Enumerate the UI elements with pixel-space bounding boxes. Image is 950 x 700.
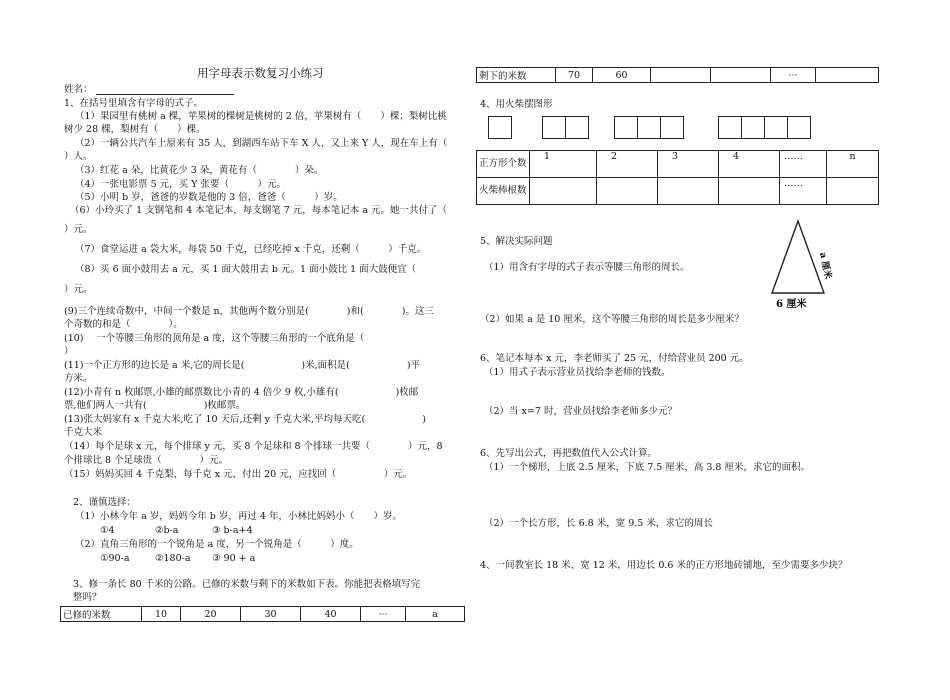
table-cell: 火柴棒根数 xyxy=(477,178,530,205)
matchstick-square xyxy=(718,116,742,139)
choice-2-option-a[interactable]: ①90-a xyxy=(100,553,130,564)
q12-line1: (12)小青有 n 枚邮票,小雄的邮票数比小青的 4 倍少 9 枚,小雄有( )枚邮 xyxy=(64,387,419,398)
problem-5-1: （1）用含有字母的式子表示等腰三角形的周长。 xyxy=(484,262,690,273)
table-cell[interactable]: a xyxy=(406,607,465,622)
table-cell[interactable]: 30 xyxy=(241,607,301,622)
table-cell[interactable]: 10 xyxy=(142,607,181,622)
matchstick-square xyxy=(565,116,589,139)
triangle-side-label: a 厘米 xyxy=(817,251,833,281)
matchstick-square xyxy=(741,116,765,139)
problem-5-2: （2）如果 a 是 10 厘米，这个等腰三角形的周长是多少厘米？ xyxy=(480,314,744,325)
matchstick-square xyxy=(660,116,684,139)
problem-6-2: （2）当 x=7 时，营业员找给李老师多少元？ xyxy=(484,406,677,417)
section-7-heading: 6、先写出公式，再把数值代入公式计算。 xyxy=(480,448,658,459)
q14-line2: 个排球比 8 个足球贵（ ）元。 xyxy=(64,455,229,466)
section-3-line1: 3、修一条长 80 千米的公路。已修的米数与剩下的米数如下表。你能把表格填写完 xyxy=(73,579,421,590)
table-cell[interactable] xyxy=(530,178,597,205)
q9-line2: 个奇数的和是（ ）。 xyxy=(64,319,183,330)
q11-line2: 方米。 xyxy=(64,373,93,384)
q1-line1: （1）果园里有桃树 a 棵，苹果树的棵树是桃树的 2 倍，苹果树有（ ）棵；梨树比桃 xyxy=(75,111,447,122)
choice-1-option-b[interactable]: ②b-a xyxy=(155,525,179,536)
q7: （7）食堂运进 a 袋大米，每袋 50 千克，已经吃掉 x 千克，还剩（ ）千克。 xyxy=(75,244,427,255)
table-cell[interactable]: 20 xyxy=(181,607,241,622)
q12-line2: 票,他们两人一共有( )枚邮票。 xyxy=(64,400,246,411)
table-row xyxy=(477,178,879,205)
q14-line1: （14）每个足球 x 元，每个排球 y 元，买 8 个足球和 8 个排球一共要（ ）元，8 xyxy=(64,441,443,452)
matchstick-square xyxy=(787,116,811,139)
table-cell: 3 xyxy=(658,151,719,178)
q3: （3）红花 a 朵，比黄花少 3 朵，黄花有（ ）朵。 xyxy=(75,165,324,176)
choice-1-option-c[interactable]: ③ b-a+4 xyxy=(212,525,253,536)
q8-line1: （8）买 6 面小鼓用去 a 元，买 1 面大鼓用去 b 元。1 面小鼓比 1 面大鼓便宜（ xyxy=(75,264,417,275)
triangle-base-label: 6 厘米 xyxy=(776,299,807,310)
table-cell[interactable] xyxy=(658,178,719,205)
section-1-heading: 1、在括号里填含有字母的式子。 xyxy=(64,98,204,109)
section-4-heading: 4、用火柴摆图形 xyxy=(480,99,553,110)
q13-line2: 千克大米 xyxy=(64,427,103,438)
choice-2-option-b[interactable]: ②180-a xyxy=(155,553,191,564)
table-cell: ··· xyxy=(771,68,816,83)
q4: （4）一张电影票 5 元，买 Y 张要（ ）元。 xyxy=(75,179,286,190)
q9-line1: (9)三个连续奇数中，中间一个数是 n，其他两个数分别是( )和( )。这三 xyxy=(64,306,434,317)
table-cell[interactable] xyxy=(816,68,879,83)
name-label: 姓名： xyxy=(64,84,93,95)
choice-2-option-c[interactable]: ③ 90 + a xyxy=(212,553,256,564)
problem-7-2: （2）一个长方形，长 6.8 米，宽 9.5 米，求它的周长 xyxy=(484,518,713,529)
table-row xyxy=(477,151,879,178)
table-cell: 2 xyxy=(597,151,658,178)
table-cell[interactable] xyxy=(597,178,658,205)
table-cell[interactable] xyxy=(719,178,780,205)
choice-1-option-a[interactable]: ①4 xyxy=(100,525,115,536)
q10-line1: (10) 一个等腰三角形的顶角是 a 度，这个等腰三角形的一个底角是（ xyxy=(64,333,365,344)
triangle-shape xyxy=(772,221,824,293)
built-meters-table xyxy=(60,606,465,622)
table-cell[interactable]: 40 xyxy=(301,607,361,622)
remaining-meters-table xyxy=(476,67,879,83)
table-row xyxy=(61,607,465,622)
q6-line2: ）元。 xyxy=(64,224,93,235)
section-5-heading: 5、解决实际问题 xyxy=(480,236,553,247)
q10-line2: ） xyxy=(64,346,74,357)
q2-line1: （2）一辆公共汽车上原来有 35 人，到湖西车站下车 X 人，又上来 Y 人，现在车上有（ xyxy=(75,138,448,149)
table-cell[interactable]: 60 xyxy=(593,68,651,83)
section-3-line2: 整吗？ xyxy=(73,592,102,603)
matchstick-table xyxy=(476,150,879,205)
table-cell[interactable] xyxy=(711,68,771,83)
q1-line2: 树少 28 棵，梨树有（ ）棵。 xyxy=(64,124,206,135)
problem-7-1: （1）一个梯形，上底 2.5 厘米，下底 7.5 厘米，高 3.8 厘米，求它的面积。 xyxy=(484,462,810,473)
choice-1: （1）小林今年 a 岁，妈妈今年 b 岁，再过 4 年，小林比妈妈小（ ）岁。 xyxy=(75,511,402,522)
section-6-heading: 6、笔记本每本 x 元，李老师买了 25 元，付给营业员 200 元。 xyxy=(480,353,749,364)
q2-line2: ）人。 xyxy=(64,151,93,162)
table-cell[interactable] xyxy=(651,68,711,83)
name-blank[interactable] xyxy=(96,94,234,95)
q13-line1: (13)张大妈家有 x 千克大米,吃了 10 天后,还剩 y 千克大米,平均每天吃( ) xyxy=(64,414,426,425)
isosceles-triangle-figure xyxy=(760,215,850,310)
matchstick-square xyxy=(488,116,512,139)
table-cell: 4 xyxy=(719,151,780,178)
matchstick-square xyxy=(542,116,566,139)
q11-line1: (11)一个正方形的边长是 a 米,它的周长是( )米,面积是( )平 xyxy=(64,360,421,371)
table-row xyxy=(477,68,879,83)
table-cell: n xyxy=(827,151,879,178)
table-cell: 剩下的米数 xyxy=(477,68,556,83)
problem-6-1: （1）用式子表示营业员找给李老师的钱数。 xyxy=(484,367,671,378)
table-cell: 已修的米数 xyxy=(61,607,142,622)
table-cell: 1 xyxy=(530,151,597,178)
table-cell: …… xyxy=(780,178,827,205)
section-2-heading: 2、谨慎选择： xyxy=(73,497,137,508)
table-cell[interactable]: 70 xyxy=(556,68,593,83)
matchstick-square xyxy=(637,116,661,139)
page-title: 用字母表示数复习小练习 xyxy=(197,66,324,80)
q15: （15）妈妈买回 4 千克梨，每千克 x 元，付出 20 元，应找回（ ）元。 xyxy=(64,469,413,480)
table-cell: …… xyxy=(780,151,827,178)
section-8-heading: 4、一间教室长 18 米、宽 12 米，用边长 0.6 米的正方形地砖铺地，至少需要多少块？ xyxy=(480,560,848,571)
table-cell: 正方形个数 xyxy=(477,151,530,178)
q8-line2: ）元。 xyxy=(64,284,93,295)
choice-2: （2）直角三角形的一个锐角是 a 度，另一个锐角是（ ）度。 xyxy=(75,539,359,550)
table-cell[interactable] xyxy=(827,178,879,205)
matchstick-square xyxy=(614,116,638,139)
q5: （5）小明 b 岁，爸爸的岁数是他的 3 倍，爸爸（ ）岁。 xyxy=(75,192,343,203)
q6-line1: （6）小玲买了 1 支钢笔和 4 本笔记本，每支钢笔 7 元，每本笔记本 a 元。她一共付了（ xyxy=(70,205,447,216)
table-cell: ··· xyxy=(361,607,406,622)
matchstick-square xyxy=(764,116,788,139)
